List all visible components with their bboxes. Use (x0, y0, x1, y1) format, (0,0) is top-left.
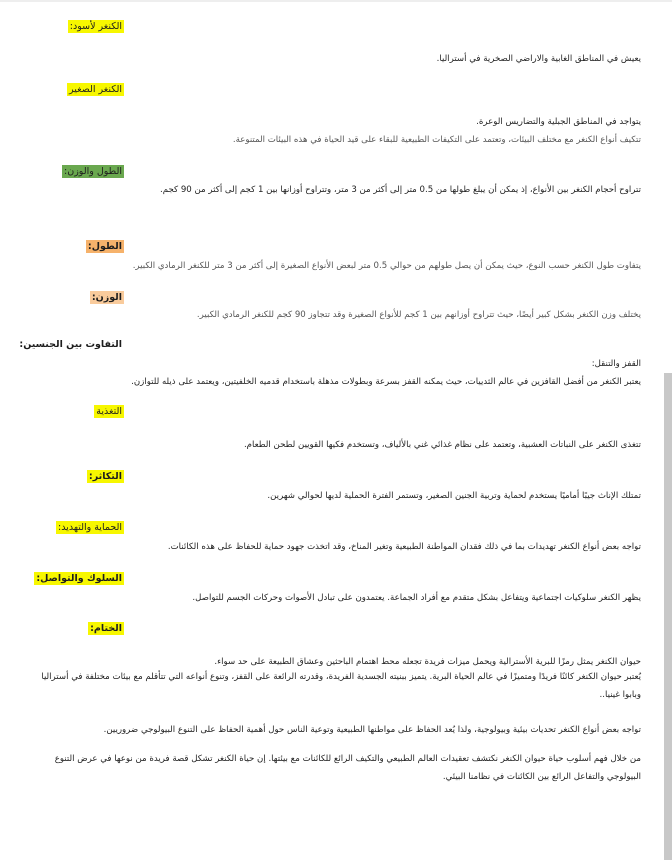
vertical-scrollbar[interactable] (664, 373, 672, 860)
heading-behavior-communication: السلوك والتواصل: (36, 573, 122, 584)
paragraph: يظهر الكنغر سلوكيات اجتماعية ويتفاعل بشكل متقدم مع أفراد الجماعة. يعتمدون على تبادل الأصوات وحركات الجسم للتواصل. (192, 593, 641, 603)
paragraph: تتكيف أنواع الكنغر مع مختلف البيئات، وتعتمد على التكيفات الطبيعية للبقاء على قيد الحياة في هذه البيئات المتنوعة. (232, 135, 641, 145)
heading-nutrition: التغذية (96, 406, 122, 417)
paragraph: القفز والتنقل: (591, 359, 641, 369)
heading-reproduction: التكاثر: (88, 471, 122, 482)
heading-length-weight: الطول والوزن: (64, 166, 122, 177)
paragraph: من خلال فهم أسلوب حياة حيوان الكنغر نكتشف تعقيدات العالم الطبيعي والتكيف الرائع للكائنات مع بيئتها. إن حياة الكنغر تشكل قصة فريدة من نوعها في عرض التنوع البيولوجي والتفاعل الرائع بين الكائنات في نظامنا البيئي. (54, 754, 641, 782)
paragraph: يختلف وزن الكنغر بشكل كبير أيضًا، حيث تتراوح أوزانهم بين 1 كجم للأنواع الصغيرة وقد تتجاوز 90 كجم للكنغر الرمادي الكبير. (196, 310, 641, 320)
page-top-edge (0, 0, 672, 2)
heading-black-kangaroo: الكنغر لأسود: (69, 21, 122, 32)
heading-conclusion: الختام: (90, 623, 122, 634)
heading-small-kangaroo: الكنغر الصغير (69, 84, 122, 95)
paragraph: تمتلك الإناث جيبًا أماميًا يستخدم لحماية وتربية الجنين الصغير، وتستمر الفترة الحملية لديها لحوالي شهرين. (267, 491, 641, 501)
paragraph: يتواجد في المناطق الجبلية والتضاريس الوعرة. (476, 117, 641, 127)
paragraph: تواجه بعض أنواع الكنغر تهديدات بما في ذلك فقدان المواطنة الطبيعية وتغير المناخ، وقد اتخذت جهود حماية للحفاظ على هذه الكائنات. (167, 542, 641, 552)
paragraph: تتغذى الكنغر على النباتات العشبية، وتعتمد على نظام غذائي غني بالألياف، وتستخدم فكيها القويين لطحن الطعام. (243, 440, 641, 450)
paragraph: يُعتبر حيوان الكنغر كائنًا فريدًا ومتميزًا في عالم الحياة البرية. يتميز ببنيته الجسدية الفريدة، وقدرته الرائعة على القفز، وتنوع أنواعه التي تتأقلم مع بيئات مختلفة في أستراليا وبابوا غينيا.. (41, 672, 641, 700)
paragraph: يعتبر الكنغر من أفضل القافزين في عالم الثدييات، حيث يمكنه القفز بسرعة وبطولات مذهلة باستخدام قدميه الخلفيتين، ويعتمد على ذيله للتوازن. (131, 377, 641, 387)
heading-protection-threats: الحماية والتهديد: (58, 522, 122, 533)
paragraph: تواجه بعض أنواع الكنغر تحديات بيئية وبيولوجية، ولذا يُعد الحفاظ على مواطنها الطبيعية وتوعية الناس حول أهمية الحفاظ على التنوع البيولوجي ضروريين. (103, 725, 641, 735)
paragraph: يعيش في المناطق الغابية والاراضي الصخرية في أستراليا. (436, 54, 641, 64)
paragraph: حيوان الكنغر يمثل رمزًا للبرية الأسترالية ويحمل ميزات فريدة تجعله محط اهتمام الباحثين وعشاق الطبيعة على حد سواء. (214, 657, 641, 667)
paragraph: يتفاوت طول الكنغر حسب النوع، حيث يمكن أن يصل طولهم من حوالي 0.5 متر لبعض الأنواع الصغيرة إلى أكثر من 3 متر للكنغر الرمادي الكبير. (132, 261, 641, 271)
heading-length: الطول: (87, 241, 122, 252)
heading-sex-differences: التفاوت بين الجنسين: (19, 339, 122, 350)
heading-weight: الوزن: (91, 292, 122, 303)
paragraph: تتراوح أحجام الكنغر بين الأنواع، إذ يمكن أن يبلغ طولها من 0.5 متر إلى أكثر من 3 متر، وتتراوح أوزانها بين 1 كجم إلى أكثر من 90 كجم. (160, 185, 641, 195)
